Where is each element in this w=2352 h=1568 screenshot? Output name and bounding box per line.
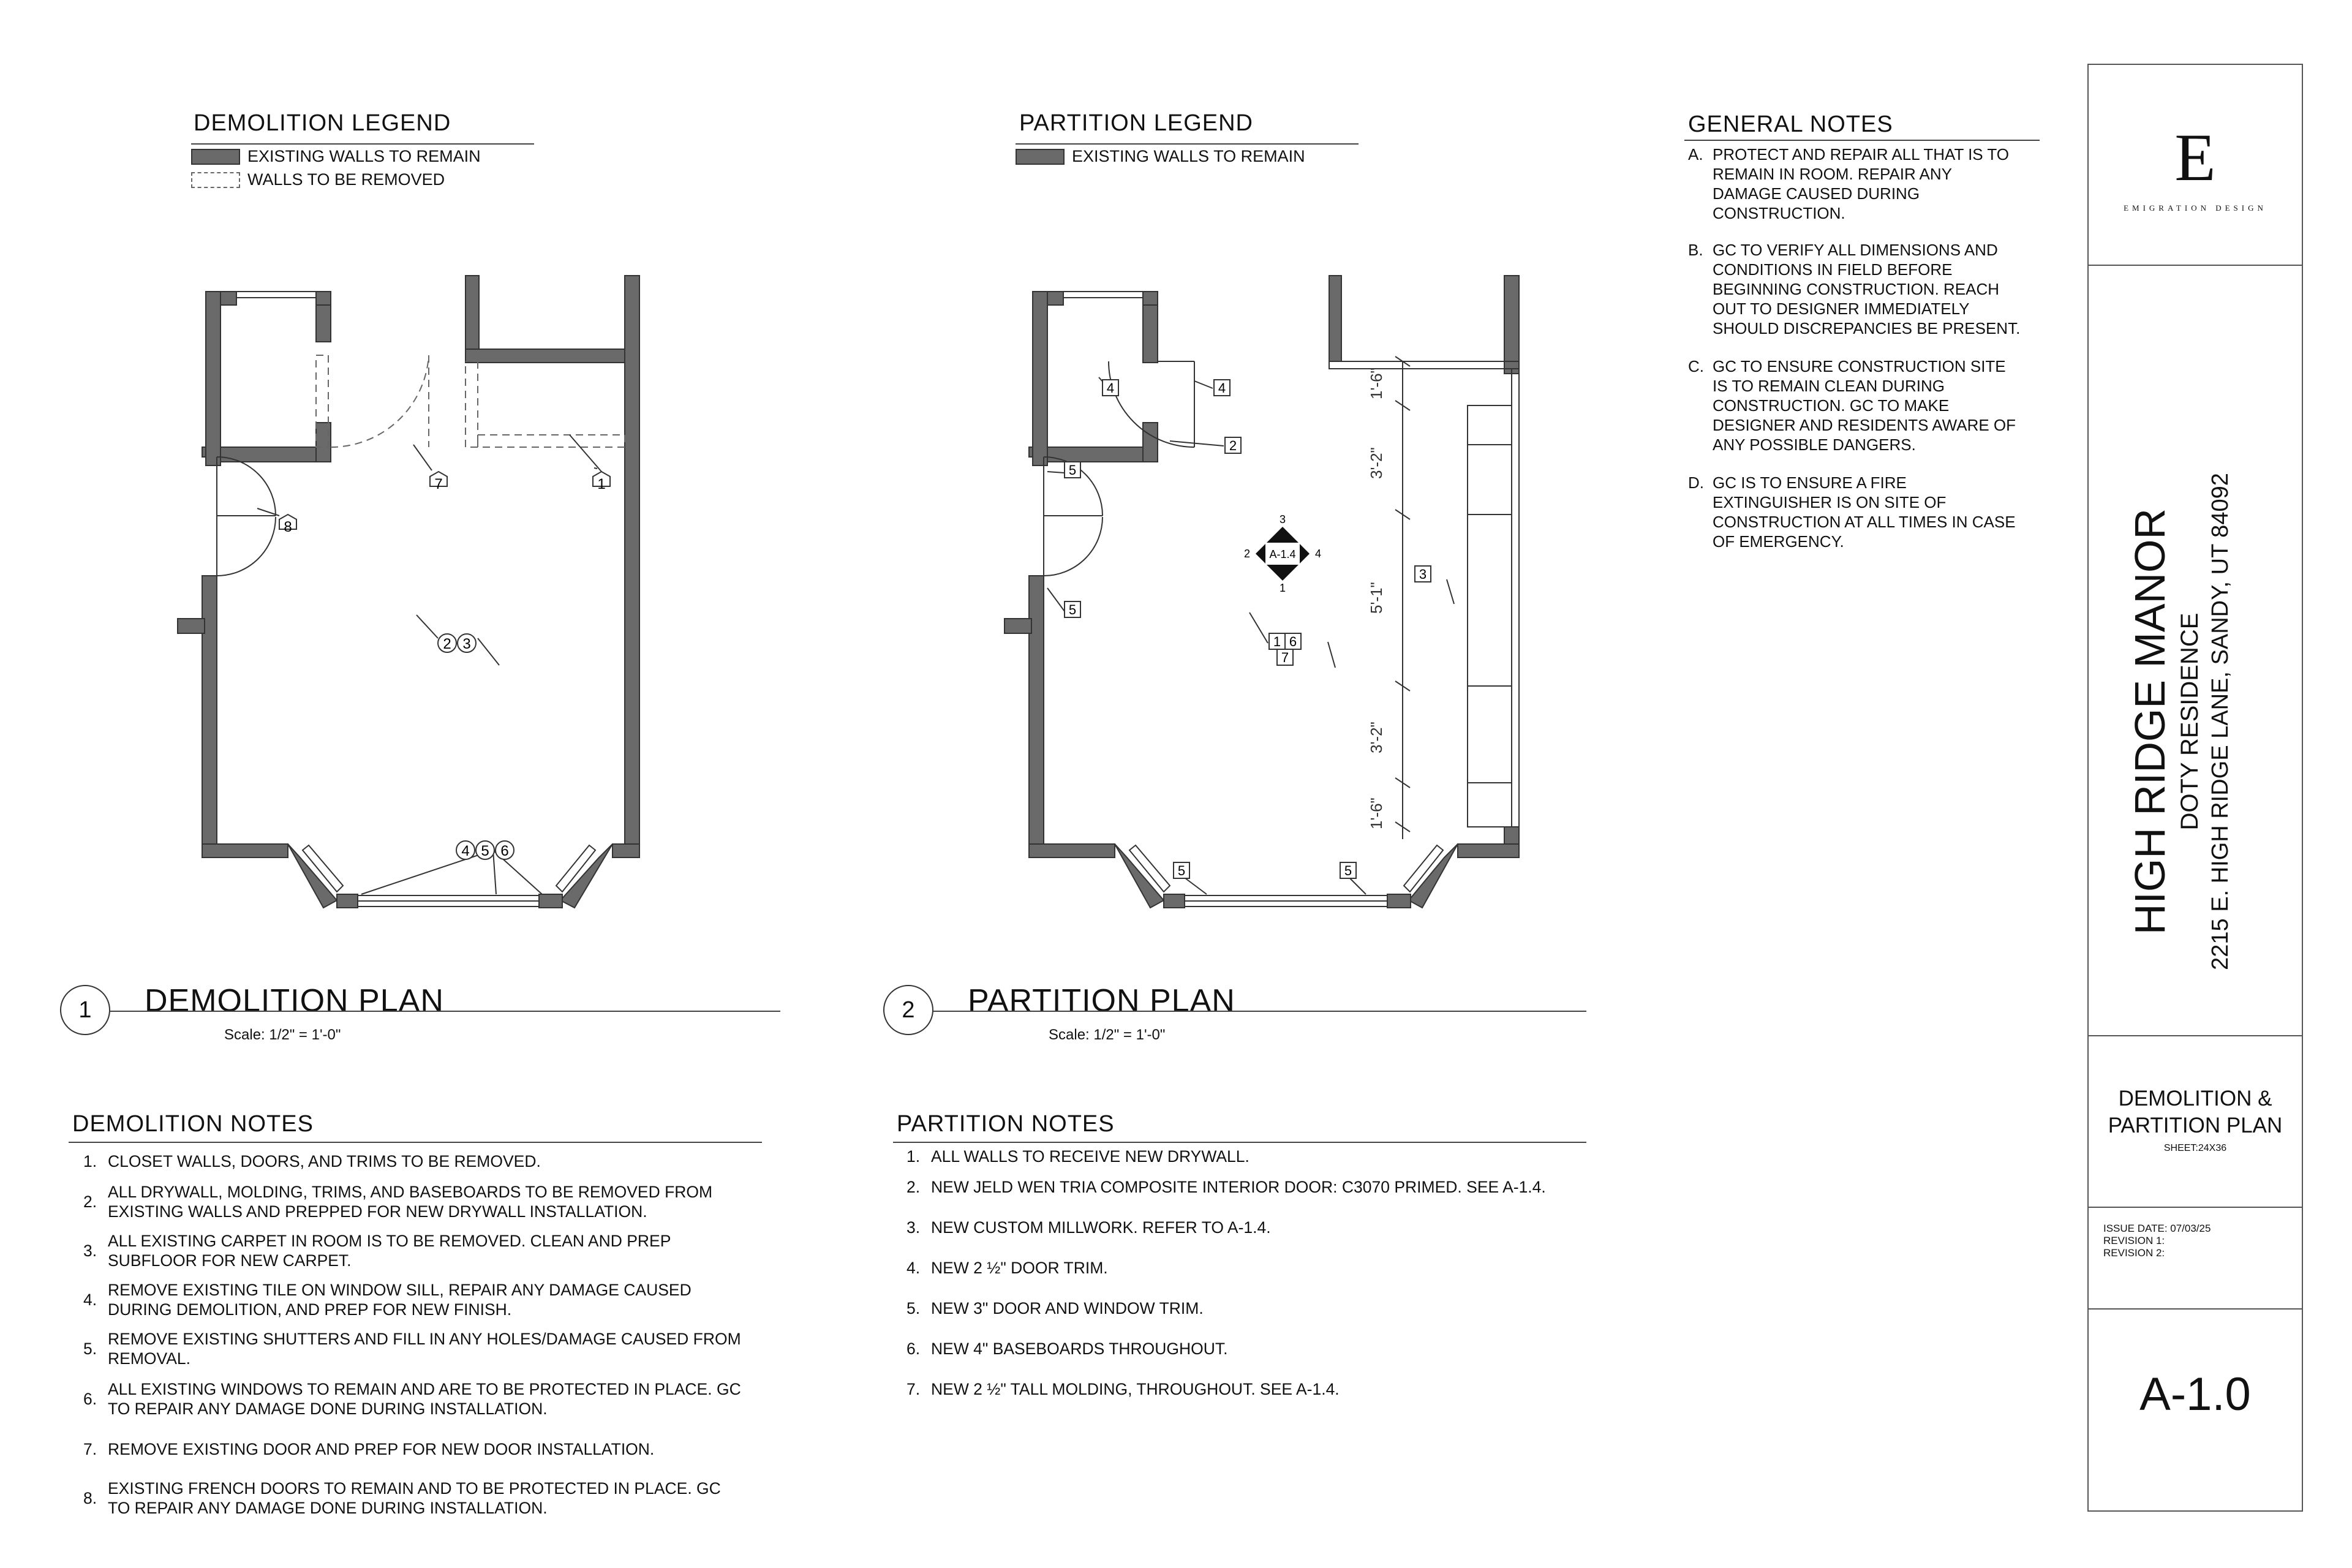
demolition-note-7: 7. REMOVE EXISTING DOOR AND PREP FOR NEW DOOR INSTALLATION. [83, 1440, 655, 1458]
sheet-title-line-1: DEMOLITION & [2118, 1087, 2272, 1110]
svg-text:3: 3 [462, 636, 471, 652]
dimension-2: 3'-2" [1367, 447, 1385, 479]
tag-6 [496, 841, 514, 859]
svg-text:8: 8 [284, 519, 292, 535]
svg-text:4: 4 [1314, 548, 1322, 560]
legend-rule [191, 143, 534, 145]
notes-rule [69, 1142, 762, 1143]
windows [1063, 292, 1443, 907]
general-notes-title: GENERAL NOTES [1688, 111, 1893, 137]
partition-note-7: 7. NEW 2 ½" TALL MOLDING, THROUGHOUT. SEE A-1.4. [907, 1380, 1340, 1398]
svg-text:5: 5 [481, 843, 489, 859]
svg-text:3: 3 [1419, 567, 1427, 582]
tag-3 [1415, 566, 1431, 582]
demolition-legend-title: DEMOLITION LEGEND [194, 110, 451, 136]
plan-title-rule [933, 1011, 1586, 1012]
tag-4 [456, 841, 475, 859]
general-note-d: D. GC IS TO ENSURE A FIRE EXTINGUISHER IS ON SITE OF CONSTRUCTION AT ALL TIMES IN CASE OF EMERGENCY. [1688, 473, 2016, 551]
sheet-number: A-1.0 [2139, 1368, 2251, 1420]
general-note-a: A. PROTECT AND REPAIR ALL THAT IS TO REMAIN IN ROOM. REPAIR ANY DAMAGE CAUSED DURING CONSTRUCTION. [1688, 145, 2010, 222]
svg-text:3: 3 [1279, 513, 1286, 526]
title-block-divider [2089, 1207, 2302, 1208]
partition-note-3: 3. NEW CUSTOM MILLWORK. REFER TO A-1.4. [907, 1218, 1271, 1237]
title-block-divider [2089, 1308, 2302, 1310]
title-block-divider [2089, 265, 2302, 266]
svg-text:5: 5 [1068, 462, 1077, 478]
svg-text:7: 7 [434, 476, 443, 492]
tag-4 [1102, 380, 1118, 396]
logo-letter: E [2174, 120, 2216, 195]
plan-number-1: 1 [60, 985, 110, 1035]
legend-label: EXISTING WALLS TO REMAIN [247, 147, 481, 165]
svg-text:5: 5 [1068, 602, 1077, 617]
tag-3 [458, 634, 476, 652]
legend-label: WALLS TO BE REMOVED [247, 170, 445, 189]
tag-1 [593, 472, 610, 492]
dimension-5: 1'-6" [1367, 797, 1385, 829]
solid-wall-swatch [191, 149, 240, 165]
tag-5 [1340, 862, 1356, 878]
svg-text:4: 4 [1106, 380, 1115, 396]
svg-text:1: 1 [1273, 634, 1281, 649]
legend-item-existing-walls [191, 147, 481, 166]
existing-walls [1005, 276, 1519, 908]
svg-text:7: 7 [1281, 650, 1289, 665]
demolition-note-4: 4. REMOVE EXISTING TILE ON WINDOW SILL, REPAIR ANY DAMAGE CAUSED DURING DEMOLITION, AND PREP FOR NEW FINISH. [83, 1281, 692, 1319]
residence-name: DOTY RESIDENCE [2176, 612, 2203, 831]
legend-rule [1016, 143, 1359, 145]
tag-2 [1225, 437, 1241, 453]
legend-item-removed-walls [191, 170, 445, 189]
partition-legend-title: PARTITION LEGEND [1019, 110, 1253, 136]
tag-7 [430, 472, 447, 492]
svg-text:1: 1 [597, 476, 606, 492]
svg-text:6: 6 [500, 843, 509, 859]
partition-note-2: 2. NEW JELD WEN TRIA COMPOSITE INTERIOR DOOR: C3070 PRIMED. SEE A-1.4. [907, 1178, 1546, 1196]
tag-2 [438, 634, 456, 652]
svg-text:5: 5 [1177, 863, 1186, 878]
dimension-labels [1367, 368, 1385, 829]
svg-text:1: 1 [1279, 582, 1286, 594]
plan-number-2: 2 [883, 985, 933, 1035]
tag-5 [1065, 462, 1080, 478]
legend-label: EXISTING WALLS TO REMAIN [1072, 147, 1305, 165]
partition-plan-drawing [986, 263, 1537, 949]
revision-1: REVISION 1: [2103, 1235, 2165, 1246]
sheet-size: SHEET:24X36 [2163, 1143, 2227, 1153]
tag-8 [279, 514, 296, 535]
notes-rule [1684, 140, 2040, 141]
svg-text:6: 6 [1289, 634, 1297, 649]
title-block [2087, 64, 2303, 1512]
partition-plan-scale: Scale: 1/2" = 1'-0" [1049, 1027, 1166, 1043]
dimension-line [1395, 356, 1410, 839]
dimension-3: 5'-1" [1367, 582, 1385, 614]
french-doors [217, 457, 276, 576]
demolition-note-2: 2. ALL DRYWALL, MOLDING, TRIMS, AND BASEBOARDS TO BE REMOVED FROM EXISTING WALLS AND PREPPED FOR NEW DRYWALL INSTALLATION. [83, 1183, 713, 1221]
logo-text: EMIGRATION DESIGN [2124, 203, 2267, 213]
general-note-b: B. GC TO VERIFY ALL DIMENSIONS AND CONDITIONS IN FIELD BEFORE BEGINNING CONSTRUCTION. REACH OUT TO DESIGNER IMMEDIATELY SHOULD DISCREPANCIES BE PRESENT. [1688, 241, 2021, 337]
dimension-4: 3'-2" [1367, 722, 1385, 753]
existing-walls [178, 276, 639, 908]
new-partitions [1329, 361, 1519, 827]
svg-text:4: 4 [1218, 380, 1226, 396]
demolition-note-8: 8. EXISTING FRENCH DOORS TO REMAIN AND TO BE PROTECTED IN PLACE. GC TO REPAIR ANY DAMAGE DONE DURING INSTALLATION. [83, 1479, 721, 1517]
demolition-plan-scale: Scale: 1/2" = 1'-0" [224, 1027, 341, 1043]
legend-item-existing-walls [1016, 147, 1305, 166]
windows [236, 292, 595, 907]
dimension-1: 1'-6" [1367, 368, 1385, 399]
demolition-note-3: 3. ALL EXISTING CARPET IN ROOM IS TO BE REMOVED. CLEAN AND PREP SUBFLOOR FOR NEW CARPET. [83, 1232, 671, 1270]
general-note-c: C. GC TO ENSURE CONSTRUCTION SITE IS TO REMAIN CLEAN DURING CONSTRUCTION. GC TO MAKE DESIGNER AND RESIDENTS AWARE OF ANY POSSIBLE DANGERS. [1688, 357, 2016, 454]
partition-notes-title: PARTITION NOTES [897, 1111, 1115, 1137]
svg-text:5: 5 [1344, 863, 1352, 878]
demolition-plan-drawing [159, 263, 710, 949]
tag-1 [1269, 633, 1285, 649]
partition-note-6: 6. NEW 4" BASEBOARDS THROUGHOUT. [907, 1340, 1228, 1358]
revision-2: REVISION 2: [2103, 1247, 2165, 1259]
partition-note-4: 4. NEW 2 ½" DOOR TRIM. [907, 1259, 1108, 1277]
partition-plan-title: PARTITION PLAN [968, 983, 1235, 1019]
walls-to-be-removed [316, 355, 625, 447]
demolition-note-6: 6. ALL EXISTING WINDOWS TO REMAIN AND ARE TO BE PROTECTED IN PLACE. GC TO REPAIR ANY DAMAGE DONE DURING INSTALLATION. [83, 1380, 741, 1418]
sheet-title-line-2: PARTITION PLAN [2108, 1114, 2283, 1137]
svg-text:2: 2 [1229, 438, 1237, 453]
tag-5 [476, 841, 494, 859]
svg-text:A-1.4: A-1.4 [1269, 548, 1296, 560]
tag-6 [1285, 633, 1301, 649]
demolition-note-5: 5. REMOVE EXISTING SHUTTERS AND FILL IN ANY HOLES/DAMAGE CAUSED FROM REMOVAL. [83, 1330, 741, 1368]
project-name: HIGH RIDGE MANOR [2126, 508, 2174, 935]
dashed-wall-swatch [191, 172, 240, 188]
tag-4 [1214, 380, 1230, 396]
notes-rule [893, 1142, 1586, 1143]
demolition-note-1: 1. CLOSET WALLS, DOORS, AND TRIMS TO BE REMOVED. [83, 1152, 541, 1170]
solid-wall-swatch [1016, 149, 1065, 165]
partition-note-5: 5. NEW 3" DOOR AND WINDOW TRIM. [907, 1299, 1204, 1317]
svg-text:2: 2 [1243, 548, 1251, 560]
project-address: 2215 E. HIGH RIDGE LANE, SANDY, UT 84092 [2207, 473, 2233, 970]
title-block-divider [2089, 1035, 2302, 1036]
issue-date: ISSUE DATE: 07/03/25 [2103, 1223, 2211, 1234]
svg-text:4: 4 [461, 843, 470, 859]
svg-text:2: 2 [443, 636, 451, 652]
tag-5 [1065, 601, 1080, 617]
demolition-tags [279, 472, 610, 859]
demolition-plan-title: DEMOLITION PLAN [145, 983, 444, 1019]
elevation-marker [1244, 513, 1321, 594]
tag-5 [1174, 862, 1189, 878]
demolition-notes-title: DEMOLITION NOTES [72, 1111, 314, 1137]
tag-leaders [257, 435, 601, 894]
partition-note-1: 1. ALL WALLS TO RECEIVE NEW DRYWALL. [907, 1147, 1250, 1166]
tag-7 [1277, 649, 1293, 665]
plan-title-rule [110, 1011, 780, 1012]
